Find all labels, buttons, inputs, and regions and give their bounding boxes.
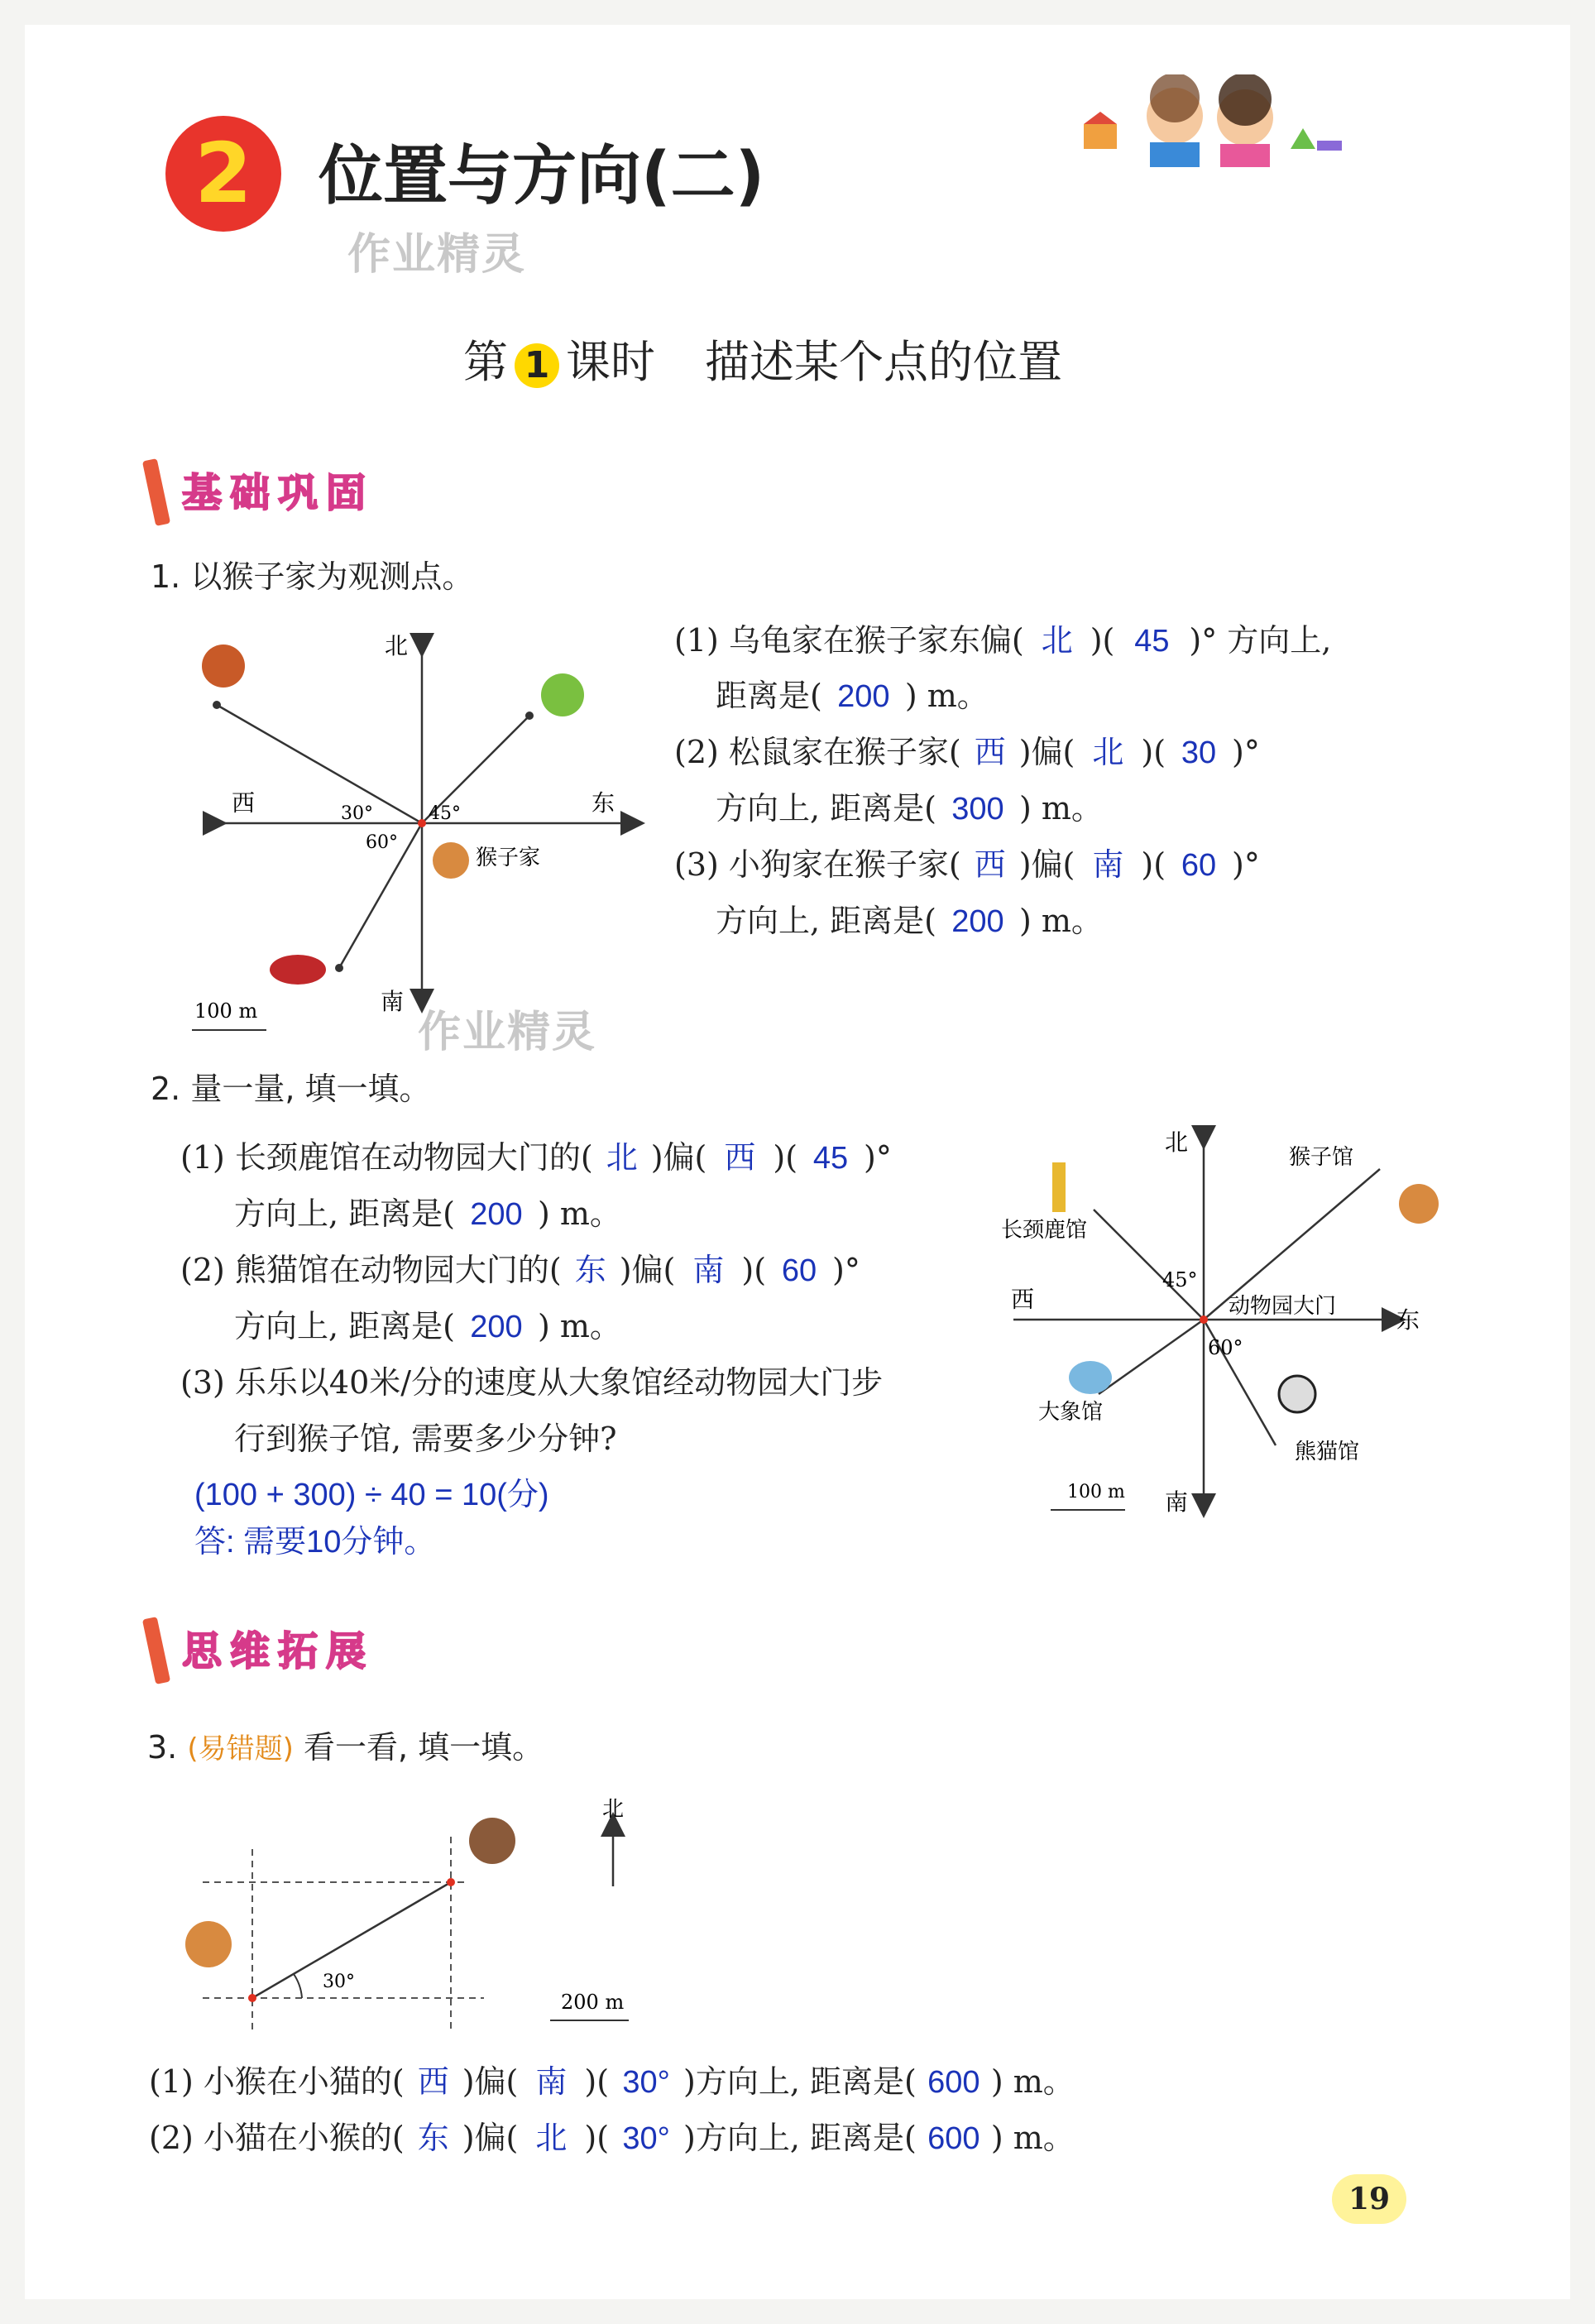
q2-p1-line1: (1) 长颈鹿馆在动物园大门的( 北 )偏( 西 )( 45 )° xyxy=(180,1139,892,1176)
q2-answer: 答: 需要10分钟。 xyxy=(194,1525,436,1560)
q1-east-label: 东 xyxy=(592,789,615,817)
q1-p3-line2: 方向上, 距离是( 200 ) m。 xyxy=(716,903,1103,939)
q3-prompt: 3. (易错题) 看一看, 填一填。 xyxy=(147,1729,544,1766)
page-number: 19 xyxy=(1332,2174,1406,2224)
q1-angle-sw: 60° xyxy=(366,832,398,853)
q3-scale-label: 200 m xyxy=(561,1991,625,2014)
q2-elephant-label: 大象馆 xyxy=(1038,1400,1104,1425)
q3-tag: (易错题) xyxy=(187,1732,294,1766)
q1-diagram xyxy=(182,612,645,1042)
q2-panda-label: 熊猫馆 xyxy=(1295,1440,1360,1464)
q2-p2-line2: 方向上, 距离是( 200 ) m。 xyxy=(234,1308,621,1344)
watermark-mid: 作业精灵 xyxy=(418,1008,597,1057)
lesson-suffix: 课时 xyxy=(566,336,655,388)
q1-home-label: 猴子家 xyxy=(476,846,541,870)
turtle-icon xyxy=(541,673,584,716)
q2-gate-label: 动物园大门 xyxy=(1229,1294,1337,1319)
q3-angle: 30° xyxy=(323,1972,355,1992)
q1-p1-line2: 距离是( 200 ) m。 xyxy=(716,678,989,714)
squirrel-icon xyxy=(202,644,245,688)
q2-angle2: 60° xyxy=(1208,1336,1243,1359)
section-basic-header xyxy=(149,459,430,517)
q3-p1: (1) 小猴在小猫的( 西 )偏( 南 )( 30° )方向上, 距离是( 600 ) m。 xyxy=(149,2063,1075,2100)
q2-north-label: 北 xyxy=(1165,1128,1189,1156)
q1-angle-nw: 30° xyxy=(341,803,373,824)
cat-icon xyxy=(469,1818,515,1864)
lesson-title: 描述某个点的位置 xyxy=(705,336,1062,388)
q2-p1-line2: 方向上, 距离是( 200 ) m。 xyxy=(234,1196,621,1232)
q1-west-label: 西 xyxy=(232,789,256,817)
giraffe-icon xyxy=(1052,1162,1066,1212)
q1-p3-line1: (3) 小狗家在猴子家( 西 )偏( 南 )( 60 )° xyxy=(674,846,1260,883)
q2-giraffe-label: 长颈鹿馆 xyxy=(1001,1218,1088,1243)
elephant-icon xyxy=(1069,1361,1112,1394)
kids-illustration xyxy=(1084,74,1348,174)
q2-prompt: 2. 量一量, 填一填。 xyxy=(151,1071,431,1107)
lesson-heading xyxy=(463,327,1062,391)
q1-p1-line1: (1) 乌龟家在猴子家东偏( 北 )( 45 )° 方向上, xyxy=(674,622,1332,659)
q1-p2-line2: 方向上, 距离是( 300 ) m。 xyxy=(716,790,1103,827)
q2-south-label: 南 xyxy=(1165,1488,1189,1516)
q2-p3-line2: 行到猴子馆, 需要多少分钟? xyxy=(234,1421,617,1457)
q3-p2: (2) 小猫在小猴的( 东 )偏( 北 )( 30° )方向上, 距离是( 600 ) m。 xyxy=(149,2120,1075,2156)
monkey-icon xyxy=(433,842,469,879)
panda-icon xyxy=(1279,1376,1315,1412)
lesson-prefix: 第 xyxy=(463,336,508,388)
q1-angle-ne: 45° xyxy=(429,803,461,824)
q2-angle1: 45° xyxy=(1162,1268,1198,1291)
q2-scale-label: 100 m xyxy=(1067,1482,1125,1502)
section-basic-label: 基础巩固 xyxy=(182,470,375,516)
q3-north-label: 北 xyxy=(602,1797,625,1822)
q2-west-label: 西 xyxy=(1011,1286,1035,1313)
chapter-badge: 2 xyxy=(165,116,281,232)
q1-north-label: 北 xyxy=(385,632,409,659)
q3-diagram xyxy=(178,1795,674,2044)
q2-calc: (100 + 300) ÷ 40 = 10(分) xyxy=(194,1478,549,1512)
q1-p2-line1: (2) 松鼠家在猴子家( 西 )偏( 北 )( 30 )° xyxy=(674,734,1260,770)
monkey-icon xyxy=(185,1921,232,1967)
q2-east-label: 东 xyxy=(1396,1306,1420,1334)
q2-p3-line1: (3) 乐乐以40米/分的速度从大象馆经动物园大门步 xyxy=(180,1364,884,1401)
q1-south-label: 南 xyxy=(381,988,405,1015)
section-extend-label: 思维拓展 xyxy=(182,1628,375,1675)
q1-scale-label: 100 m xyxy=(194,999,258,1023)
dog-icon xyxy=(270,955,326,985)
q2-p2-line1: (2) 熊猫馆在动物园大门的( 东 )偏( 南 )( 60 )° xyxy=(180,1252,860,1288)
lesson-number: 1 xyxy=(515,343,559,388)
monkey-icon xyxy=(1399,1184,1439,1224)
q2-diagram xyxy=(1001,1121,1464,1518)
q1-prompt: 1. 以猴子家为观测点。 xyxy=(151,558,474,595)
watermark-top: 作业精灵 xyxy=(347,230,527,280)
chapter-title: 位置与方向(二) xyxy=(319,139,765,213)
section-extend-header xyxy=(149,1617,430,1675)
q2-monkey-label: 猴子馆 xyxy=(1289,1145,1354,1170)
